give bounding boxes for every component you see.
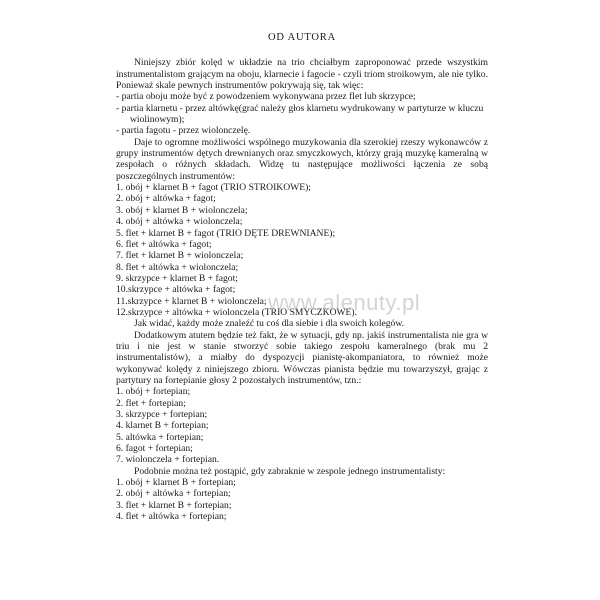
parts-item: - partia oboju może być z powodzeniem wykonywana przez flet lub skrzypce; — [116, 91, 416, 103]
parts-item: - partia klarnetu - przez altówkę(grać należy głos klarnetu wydrukowany w partyturze w kluczu wiolinowym); — [116, 102, 484, 126]
watermark: www.alenuty.pl — [268, 290, 421, 315]
duo-item: 4. flet + altówka + fortepian; — [116, 511, 227, 523]
paragraph-missing-player: Podobnie można też postąpić, gdy zabraknie w zespole jednego instrumentalisty: — [134, 465, 446, 477]
combo-item: 8. flet + altówka + wiolonczela; — [116, 261, 239, 273]
paragraph-pianist: Dodatkowym atutem będzie też fakt, że w sytuacji, gdy np. jakiś instrumentalista nie gra w triu i nie jest w stanie stworzyć sobie takiego zespołu kameralnego (brak mu 2 instrumentalistów), a miałby do dyspozycji pianistę-akompaniatora, to również może wykonywać kolędy z niniejszego zbioru. Wówczas pianista będzie mu towarzyszył, grając z partytury na fortepianie głosy 2 pozostałych instrumentów, tzn.: — [116, 329, 488, 386]
paragraph-summary: Jak widać, każdy może znaleźć tu coś dla siebie i dla swoich kolegów. — [134, 318, 405, 330]
piano-item: 5. altówka + fortepian; — [116, 431, 204, 443]
combo-item: 10.skrzypce + altówka + fagot; — [116, 284, 236, 296]
combo-item: 5. flet + klarnet B + fagot (TRIO DĘTE DREWNIANE); — [116, 227, 336, 239]
duo-item: 3. flet + klarnet B + fortepian; — [116, 499, 232, 511]
duo-item: 2. obój + altówka + fortepian; — [116, 488, 231, 500]
combo-item: 11.skrzypce + klarnet B + wiolonczela; — [116, 295, 267, 307]
piano-item: 1. obój + fortepian; — [116, 386, 191, 398]
piano-list — [116, 386, 488, 465]
piano-item: 7. wiolonczela + fortepian. — [116, 454, 220, 466]
piano-item: 4. klarnet B + fortepian; — [116, 420, 209, 432]
duo-item: 1. obój + klarnet B + fortepian; — [116, 477, 236, 489]
page-title: OD AUTORA — [268, 32, 336, 43]
paragraph-possibilities: Daje to ogromne możliwości wspólnego muzykowania dla szerokiej rzeszy wykonawców z grupy instrumentów dętych drewnianych oraz smyczkowych, którzy grają muzykę kameralną w zespołach o różnych składach. Widzę tu następujące możliwości łączenia ze sobą poszczególnych instrumentów: — [116, 136, 488, 182]
combo-item: 7. flet + klarnet B + wiolonczela; — [116, 250, 244, 262]
combo-item: 3. obój + klarnet B + wiolonczela; — [116, 204, 248, 216]
combo-item: 2. obój + altówka + fagot; — [116, 193, 216, 205]
parts-list — [116, 91, 488, 136]
combo-item: 4. obój + altówka + wiolonczela; — [116, 216, 243, 228]
combo-item: 1. obój + klarnet B + fagot (TRIO STROIKOWE); — [116, 182, 311, 194]
combo-item: 6. flet + altówka + fagot; — [116, 238, 212, 250]
piano-item: 2. flet + fortepian; — [116, 397, 186, 409]
combo-item: 12.skrzypce + altówka + wiolonczela (TRIO SMYCZKOWE). — [116, 306, 358, 318]
piano-item: 3. skrzypce + fortepian; — [116, 409, 208, 420]
intro-paragraph: Niniejszy zbiór kolęd w układzie na trio chciałbym zaproponować przede wszystkim instrumentalistom grającym na oboju, klarnecie i fagocie - czyli triom stroikowym, ale nie tylko. Ponieważ skale pewnych instrumentów pokrywają się, tak więc: — [116, 57, 488, 92]
parts-item: - partia fagotu - przez wiolonczelę. — [116, 125, 251, 137]
combo-item: 9. skrzypce + klarnet B + fagot; — [116, 272, 238, 284]
duo-list — [116, 477, 488, 522]
piano-item: 6. fagot + fortepian; — [116, 443, 193, 455]
document-page — [116, 32, 488, 522]
combos-list — [116, 182, 488, 318]
